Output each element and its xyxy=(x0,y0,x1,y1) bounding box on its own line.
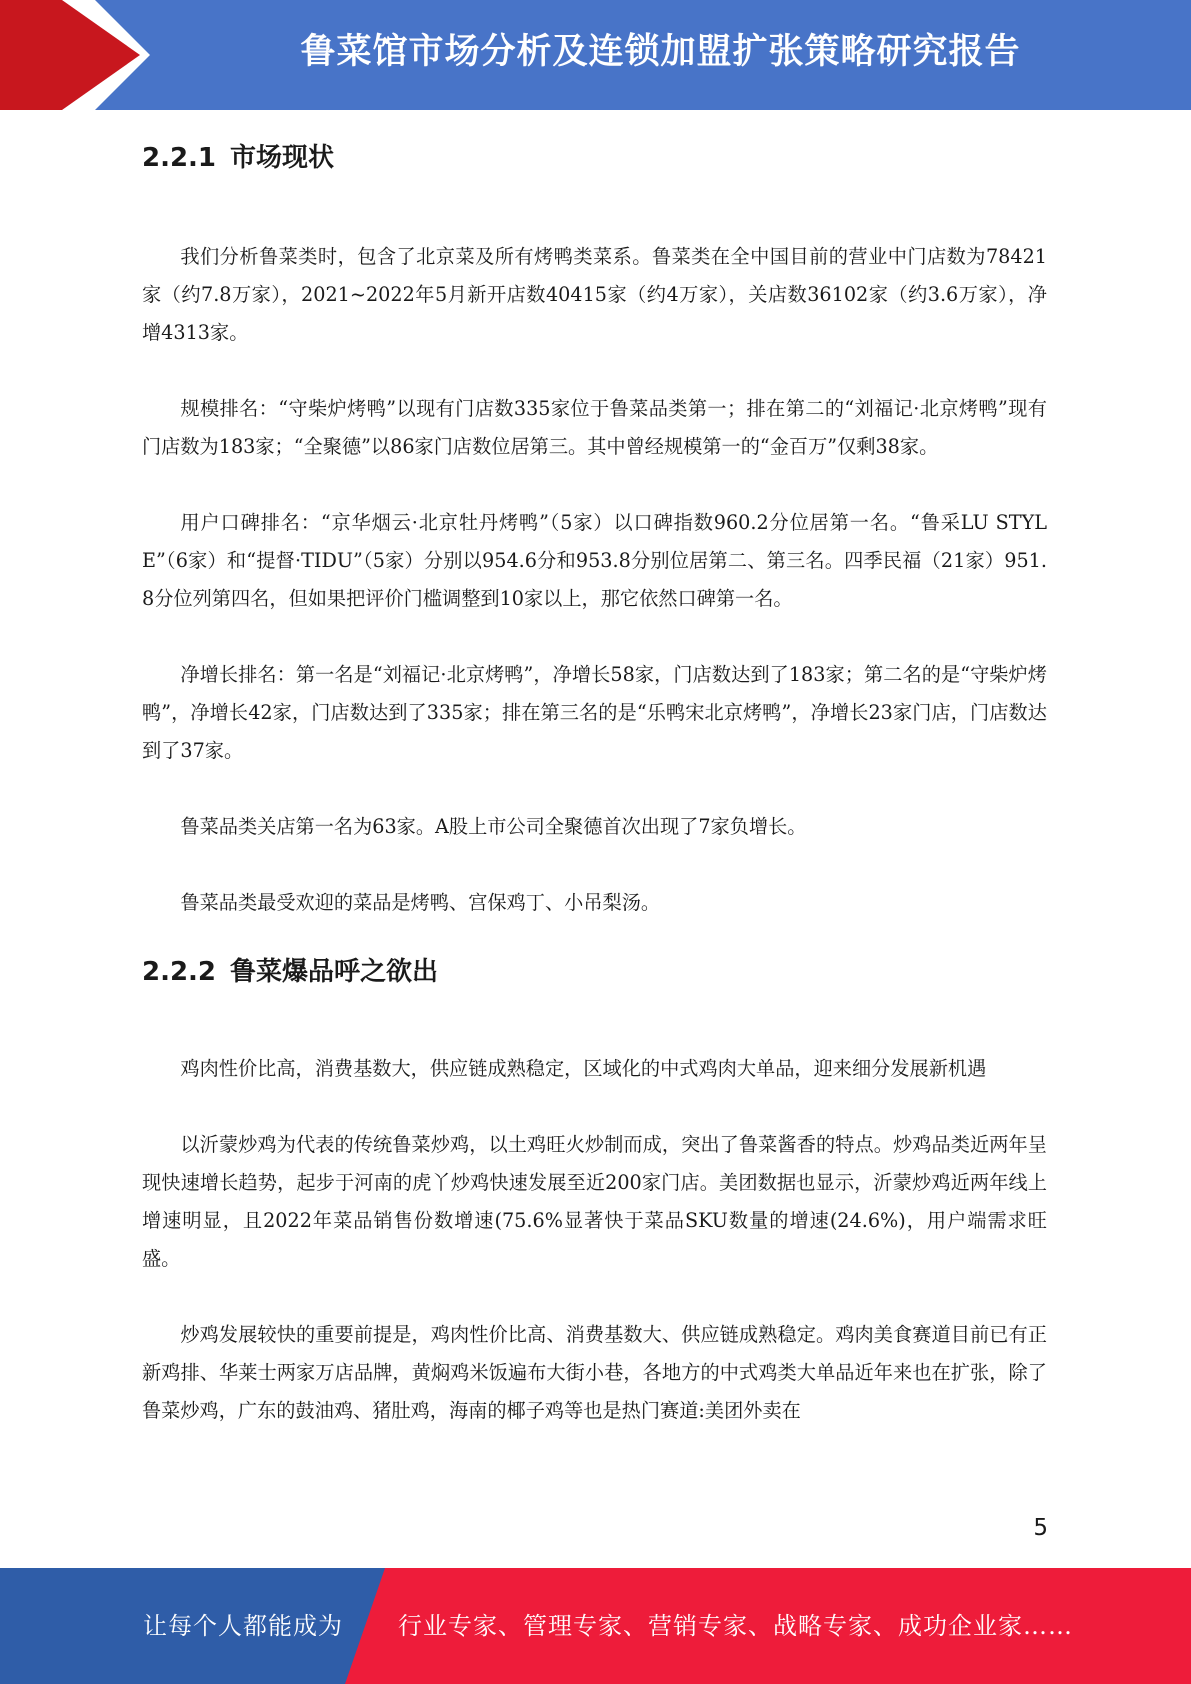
page-content xyxy=(142,118,1047,1430)
section-title: 市场现状 xyxy=(230,143,335,173)
paragraph: 以沂蒙炒鸡为代表的传统鲁菜炒鸡，以土鸡旺火炒制而成，突出了鲁菜酱香的特点。炒鸡品类近两年呈现快速增长趋势，起步于河南的虎丫炒鸡快速发展至近200家门店。美团数据也显示，沂蒙炒鸡近两年线上增速明显，且2022年菜品销售份数增速(75.6%显著快于菜品SKU数量的增速(24.6%)，用户端需求旺盛。 xyxy=(142,1133,1047,1270)
paragraph: 净增长排名：第一名是“刘福记·北京烤鸭”，净增长58家，门店数达到了183家；第二名的是“守柴炉烤鸭”，净增长42家，门店数达到了335家；排在第三名的是“乐鸭宋北京烤鸭”，净增长23家门店，门店数达到了37家。 xyxy=(142,663,1047,762)
paragraph: 鲁菜品类最受欢迎的菜品是烤鸭、宫保鸡丁、小吊梨汤。 xyxy=(180,891,661,914)
paragraph: 鸡肉性价比高，消费基数大，供应链成熟稳定，区域化的中式鸡肉大单品，迎来细分发展新机遇 xyxy=(180,1057,987,1080)
report-title: 鲁菜馆市场分析及连锁加盟扩张策略研究报告 xyxy=(300,32,1021,72)
footer-banner xyxy=(0,1568,1191,1684)
paragraph: 炒鸡发展较快的重要前提是，鸡肉性价比高、消费基数大、供应链成熟稳定。鸡肉美食赛道目前已有正新鸡排、华莱士两家万店品牌，黄焖鸡米饭遍布大街小巷，各地方的中式鸡类大单品近年来也在扩张，除了鲁菜炒鸡，广东的鼓油鸡、猪肚鸡，海南的椰子鸡等也是热门赛道:美团外卖在 xyxy=(142,1323,1047,1422)
paragraph: 用户口碑排名：“京华烟云·北京牡丹烤鸭”（5家）以口碑指数960.2分位居第一名。“鲁采LU STYLE”（6家）和“提督·TIDU”（5家）分别以954.6分和953.8分别位居第二、第三名。四季民福（21家）951.8分位列第四名，但如果把评价门槛调整到10家以上，那它依然口碑第一名。 xyxy=(142,511,1047,610)
section-title: 鲁菜爆品呼之欲出 xyxy=(230,957,439,987)
paragraph: 规模排名：“守柴炉烤鸭”以现有门店数335家位于鲁菜品类第一；排在第二的“刘福记·北京烤鸭”现有门店数为183家；“全聚德”以86家门店数位居第三。其中曾经规模第一的“金百万”仅剩38家。 xyxy=(142,397,1047,458)
section-number: 2.2.1 xyxy=(142,143,217,173)
section-number: 2.2.2 xyxy=(142,957,217,987)
header-banner xyxy=(0,0,1191,110)
section-heading-lu-hit-dishes xyxy=(142,944,1047,1000)
header-chevron-graphic xyxy=(0,0,150,110)
paragraph: 我们分析鲁菜类时，包含了北京菜及所有烤鸭类菜系。鲁菜类在全中国目前的营业中门店数为78421家（约7.8万家），2021~2022年5月新开店数40415家（约4万家），关店数36102家（约3.6万家），净增4313家。 xyxy=(142,245,1047,344)
page-number: 5 xyxy=(1033,1515,1048,1541)
paragraph: 鲁菜品类关店第一名为63家。A股上市公司全聚德首次出现了7家负增长。 xyxy=(180,815,807,838)
footer-slogan-left: 让每个人都能成为 xyxy=(143,1612,343,1640)
footer-slogan-right: 行业专家、管理专家、营销专家、战略专家、成功企业家…… xyxy=(398,1612,1073,1640)
section-heading-market-status xyxy=(142,130,1047,186)
